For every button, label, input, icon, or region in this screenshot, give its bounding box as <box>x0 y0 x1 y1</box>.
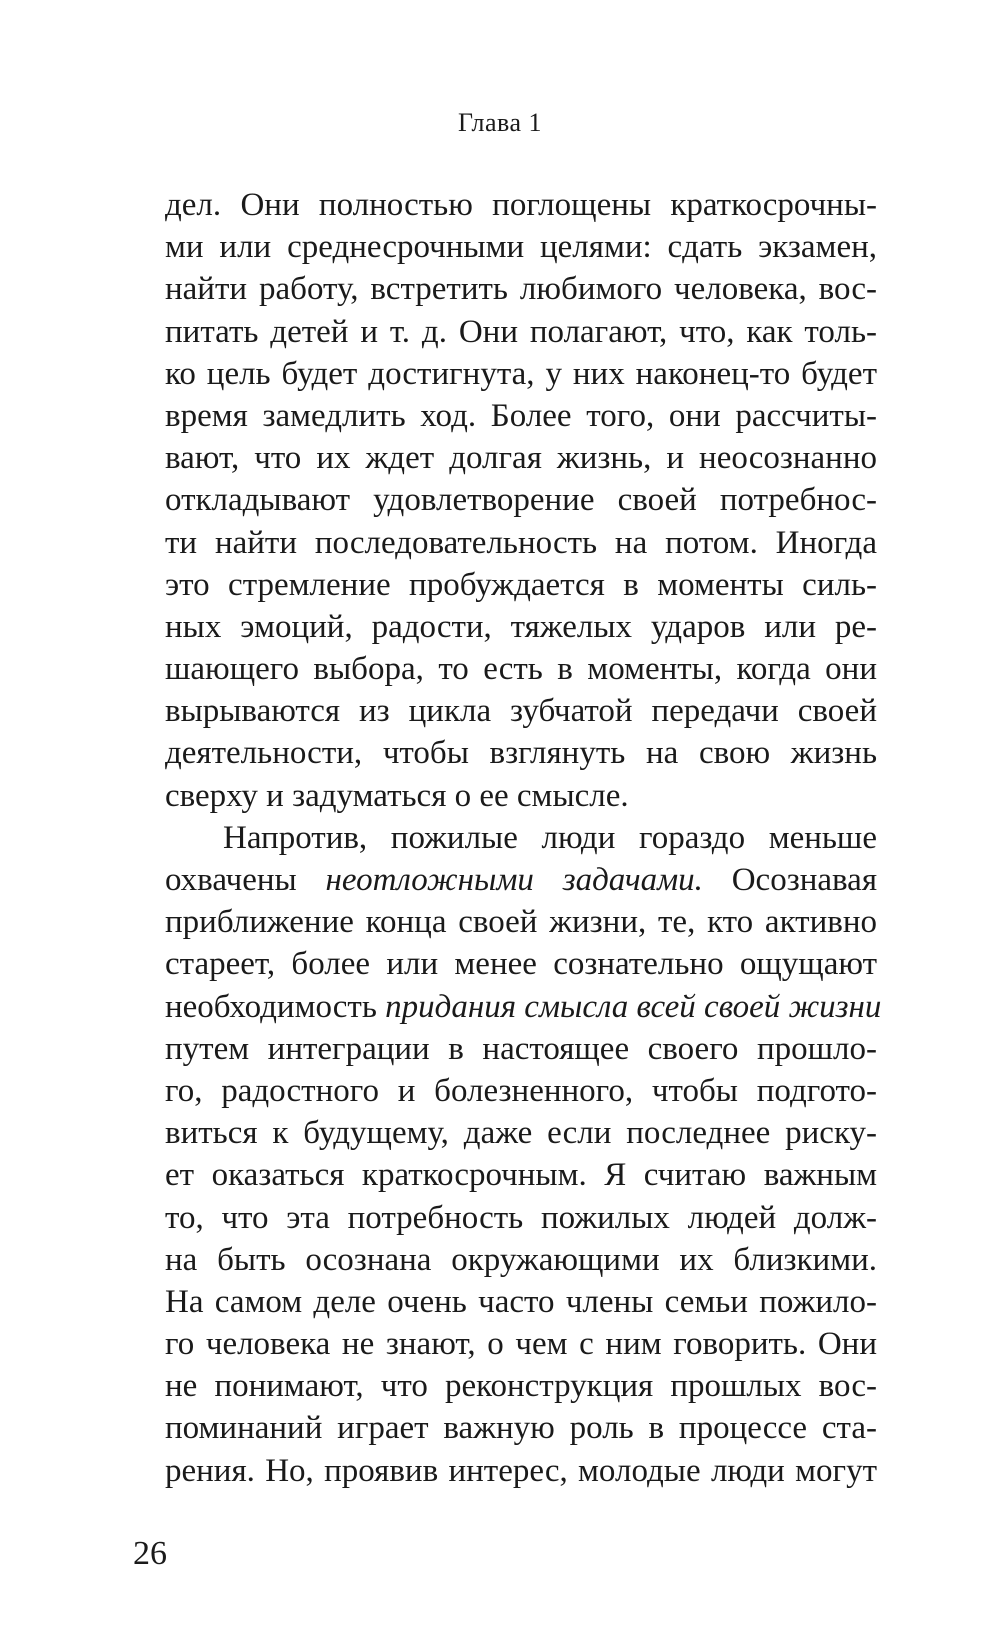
text-line: ми или среднесрочными целями: сдать экзамен, <box>165 229 877 266</box>
text-line: Напротив, пожилые люди гораздо меньше <box>223 819 877 856</box>
text-line: сверху и задуматься о ее смысле. <box>165 777 629 814</box>
text-line: приближение конца своей жизни, те, кто активно <box>165 904 877 941</box>
paragraph-1 <box>165 184 877 817</box>
text-segment: необходимость <box>165 988 386 1025</box>
text-line: го, радостного и болезненного, чтобы подгото- <box>165 1072 877 1109</box>
text-line: это стремление пробуждается в моменты силь- <box>165 566 877 603</box>
page-number: 26 <box>133 1535 167 1572</box>
text-line: на быть осознана окружающими их близкими. <box>165 1241 877 1278</box>
text-line <box>165 986 882 1028</box>
text-line: вырываются из цикла зубчатой передачи своей <box>165 693 877 730</box>
text-line: виться к будущему, даже если последнее риску- <box>165 1115 877 1152</box>
text-line: шающего выбора, то есть в моменты, когда они <box>165 651 877 688</box>
text-line: дел. Они полностью поглощены краткосрочны- <box>165 187 877 223</box>
running-head: Глава 1 <box>457 108 543 137</box>
text-line: стареет, более или менее сознательно ощущают <box>165 946 877 983</box>
text-line: ко цель будет достигнута, у них наконец-то будет <box>165 355 877 392</box>
text-line: не понимают, что реконструкция прошлых вос- <box>165 1368 877 1405</box>
text-segment: охвачены <box>165 862 326 898</box>
text-line: ных эмоций, радости, тяжелых ударов или ре- <box>165 608 877 645</box>
text-line: На самом деле очень часто члены семьи пожило- <box>165 1283 877 1320</box>
text-line: рения. Но, проявив интерес, молодые люди могут <box>165 1452 877 1489</box>
text-line: вают, что их ждет долгая жизнь, и неосознанно <box>165 440 877 477</box>
text-line: деятельности, чтобы взглянуть на свою жизнь <box>165 735 877 772</box>
text-line: поминаний играет важную роль в процессе ста- <box>165 1410 877 1447</box>
body-text <box>165 184 882 1492</box>
text-line <box>165 859 877 901</box>
text-line: найти работу, встретить любимого человека, вос- <box>165 271 877 308</box>
text-line: ти найти последовательность на потом. Иногда <box>165 524 877 561</box>
text-line: то, что эта потребность пожилых людей долж- <box>165 1199 877 1236</box>
text-line: го человека не знают, о чем с ним говорить. Они <box>165 1326 877 1363</box>
text-line: путем интеграции в настоящее своего прошло- <box>165 1030 877 1067</box>
text-segment: Осознавая <box>702 862 878 898</box>
text-line: откладывают удовлетворение своей потребнос- <box>165 482 877 519</box>
paragraph-2 <box>165 817 882 1492</box>
text-line: ет оказаться краткосрочным. Я считаю важным <box>165 1157 877 1194</box>
italic-phrase: неотложными задачами. <box>325 862 703 898</box>
text-line: время замедлить ход. Более того, они рассчиты- <box>165 397 877 434</box>
italic-phrase: придания смысла всей своей жизни <box>385 988 882 1025</box>
text-line: питать детей и т. д. Они полагают, что, как толь- <box>165 313 877 350</box>
